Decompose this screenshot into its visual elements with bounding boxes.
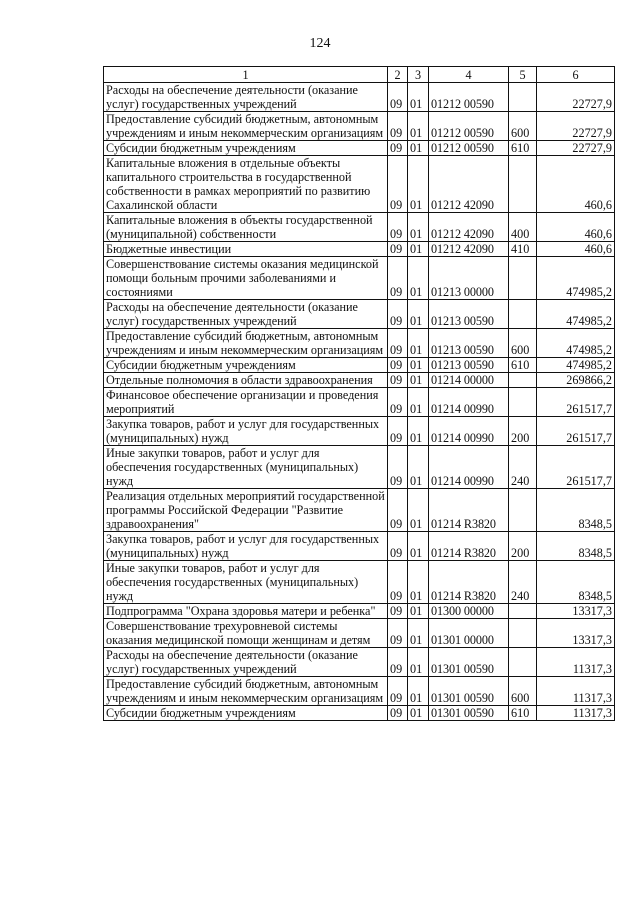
row-name: Капитальные вложения в объекты государственной (муниципальной) собственности bbox=[104, 213, 388, 242]
table-row bbox=[104, 388, 615, 417]
row-target-article: 01214 R3820 bbox=[429, 532, 509, 561]
row-name: Расходы на обеспечение деятельности (оказание услуг) государственных учреждений bbox=[104, 83, 388, 112]
row-expense-type bbox=[509, 373, 537, 388]
row-section: 09 bbox=[388, 604, 408, 619]
table-row bbox=[104, 604, 615, 619]
row-section: 09 bbox=[388, 706, 408, 721]
row-name: Отдельные полномочия в области здравоохранения bbox=[104, 373, 388, 388]
row-subsection: 01 bbox=[408, 83, 429, 112]
row-target-article: 01214 00990 bbox=[429, 446, 509, 489]
row-target-article: 01213 00590 bbox=[429, 329, 509, 358]
row-name: Подпрограмма "Охрана здоровья матери и ребенка" bbox=[104, 604, 388, 619]
row-expense-type bbox=[509, 156, 537, 213]
table-row bbox=[104, 213, 615, 242]
row-amount: 8348,5 bbox=[537, 489, 615, 532]
row-subsection: 01 bbox=[408, 156, 429, 213]
row-subsection: 01 bbox=[408, 532, 429, 561]
header-col-6: 6 bbox=[537, 67, 615, 83]
row-name: Финансовое обеспечение организации и проведения мероприятий bbox=[104, 388, 388, 417]
row-subsection: 01 bbox=[408, 706, 429, 721]
table-row bbox=[104, 489, 615, 532]
row-subsection: 01 bbox=[408, 677, 429, 706]
table-row bbox=[104, 619, 615, 648]
row-expense-type: 240 bbox=[509, 446, 537, 489]
row-subsection: 01 bbox=[408, 619, 429, 648]
table-row bbox=[104, 242, 615, 257]
row-amount: 22727,9 bbox=[537, 112, 615, 141]
header-col-2: 2 bbox=[388, 67, 408, 83]
row-subsection: 01 bbox=[408, 300, 429, 329]
row-section: 09 bbox=[388, 300, 408, 329]
row-amount: 460,6 bbox=[537, 156, 615, 213]
row-amount: 474985,2 bbox=[537, 300, 615, 329]
row-amount: 8348,5 bbox=[537, 532, 615, 561]
row-name: Субсидии бюджетным учреждениям bbox=[104, 358, 388, 373]
row-expense-type: 240 bbox=[509, 561, 537, 604]
row-amount: 22727,9 bbox=[537, 83, 615, 112]
row-subsection: 01 bbox=[408, 446, 429, 489]
header-col-4: 4 bbox=[429, 67, 509, 83]
row-amount: 13317,3 bbox=[537, 619, 615, 648]
table-row bbox=[104, 373, 615, 388]
row-section: 09 bbox=[388, 532, 408, 561]
row-target-article: 01300 00000 bbox=[429, 604, 509, 619]
row-section: 09 bbox=[388, 257, 408, 300]
row-target-article: 01213 00590 bbox=[429, 358, 509, 373]
row-target-article: 01214 R3820 bbox=[429, 489, 509, 532]
row-name: Закупка товаров, работ и услуг для государственных (муниципальных) нужд bbox=[104, 532, 388, 561]
row-subsection: 01 bbox=[408, 604, 429, 619]
row-subsection: 01 bbox=[408, 417, 429, 446]
row-amount: 269866,2 bbox=[537, 373, 615, 388]
row-target-article: 01214 00000 bbox=[429, 373, 509, 388]
table-row bbox=[104, 329, 615, 358]
row-expense-type: 610 bbox=[509, 358, 537, 373]
budget-table bbox=[103, 66, 615, 721]
table-row bbox=[104, 561, 615, 604]
row-section: 09 bbox=[388, 156, 408, 213]
table-row bbox=[104, 446, 615, 489]
row-target-article: 01213 00590 bbox=[429, 300, 509, 329]
table-row bbox=[104, 532, 615, 561]
row-amount: 8348,5 bbox=[537, 561, 615, 604]
row-subsection: 01 bbox=[408, 489, 429, 532]
row-section: 09 bbox=[388, 446, 408, 489]
row-expense-type bbox=[509, 257, 537, 300]
header-col-1: 1 bbox=[104, 67, 388, 83]
row-expense-type bbox=[509, 648, 537, 677]
row-expense-type: 600 bbox=[509, 329, 537, 358]
row-section: 09 bbox=[388, 417, 408, 446]
row-amount: 460,6 bbox=[537, 213, 615, 242]
row-section: 09 bbox=[388, 648, 408, 677]
table-row bbox=[104, 648, 615, 677]
row-subsection: 01 bbox=[408, 242, 429, 257]
row-subsection: 01 bbox=[408, 373, 429, 388]
header-row bbox=[104, 67, 615, 83]
row-target-article: 01212 00590 bbox=[429, 141, 509, 156]
row-target-article: 01214 R3820 bbox=[429, 561, 509, 604]
row-name: Предоставление субсидий бюджетным, автономным учреждениям и иным некоммерческим организациям bbox=[104, 677, 388, 706]
row-name: Предоставление субсидий бюджетным, автономным учреждениям и иным некоммерческим организациям bbox=[104, 329, 388, 358]
row-name: Расходы на обеспечение деятельности (оказание услуг) государственных учреждений bbox=[104, 300, 388, 329]
row-expense-type: 600 bbox=[509, 112, 537, 141]
row-name: Совершенствование системы оказания медицинской помощи больным прочими заболеваниями и состояниями bbox=[104, 257, 388, 300]
table-row bbox=[104, 257, 615, 300]
row-target-article: 01212 42090 bbox=[429, 242, 509, 257]
row-expense-type: 400 bbox=[509, 213, 537, 242]
row-expense-type bbox=[509, 619, 537, 648]
row-name: Субсидии бюджетным учреждениям bbox=[104, 706, 388, 721]
row-name: Реализация отдельных мероприятий государственной программы Российской Федерации "Развитие здравоохранения" bbox=[104, 489, 388, 532]
row-expense-type bbox=[509, 388, 537, 417]
row-name: Расходы на обеспечение деятельности (оказание услуг) государственных учреждений bbox=[104, 648, 388, 677]
row-expense-type: 410 bbox=[509, 242, 537, 257]
row-expense-type bbox=[509, 604, 537, 619]
row-expense-type bbox=[509, 489, 537, 532]
row-amount: 261517,7 bbox=[537, 388, 615, 417]
row-section: 09 bbox=[388, 561, 408, 604]
row-target-article: 01213 00000 bbox=[429, 257, 509, 300]
table-row bbox=[104, 141, 615, 156]
row-amount: 474985,2 bbox=[537, 257, 615, 300]
table-row bbox=[104, 156, 615, 213]
row-subsection: 01 bbox=[408, 112, 429, 141]
table-row bbox=[104, 358, 615, 373]
row-expense-type: 200 bbox=[509, 417, 537, 446]
row-subsection: 01 bbox=[408, 329, 429, 358]
row-subsection: 01 bbox=[408, 561, 429, 604]
row-expense-type: 610 bbox=[509, 141, 537, 156]
row-subsection: 01 bbox=[408, 141, 429, 156]
row-target-article: 01301 00590 bbox=[429, 648, 509, 677]
row-section: 09 bbox=[388, 388, 408, 417]
row-amount: 11317,3 bbox=[537, 677, 615, 706]
row-section: 09 bbox=[388, 213, 408, 242]
row-expense-type bbox=[509, 300, 537, 329]
row-target-article: 01214 00990 bbox=[429, 388, 509, 417]
row-subsection: 01 bbox=[408, 213, 429, 242]
row-target-article: 01212 00590 bbox=[429, 112, 509, 141]
row-expense-type: 600 bbox=[509, 677, 537, 706]
row-name: Бюджетные инвестиции bbox=[104, 242, 388, 257]
row-target-article: 01212 42090 bbox=[429, 156, 509, 213]
row-section: 09 bbox=[388, 329, 408, 358]
row-section: 09 bbox=[388, 83, 408, 112]
row-name: Закупка товаров, работ и услуг для государственных (муниципальных) нужд bbox=[104, 417, 388, 446]
table-row bbox=[104, 112, 615, 141]
header-col-3: 3 bbox=[408, 67, 429, 83]
row-expense-type bbox=[509, 83, 537, 112]
row-subsection: 01 bbox=[408, 388, 429, 417]
row-target-article: 01212 42090 bbox=[429, 213, 509, 242]
row-target-article: 01212 00590 bbox=[429, 83, 509, 112]
row-section: 09 bbox=[388, 373, 408, 388]
row-target-article: 01301 00590 bbox=[429, 706, 509, 721]
row-amount: 474985,2 bbox=[537, 329, 615, 358]
header-col-5: 5 bbox=[509, 67, 537, 83]
row-name: Капитальные вложения в отдельные объекты капитального строительства в государственной собственности в рамках мероприятий по развитию Сахалинской области bbox=[104, 156, 388, 213]
row-subsection: 01 bbox=[408, 648, 429, 677]
table-body bbox=[104, 83, 615, 721]
table-row bbox=[104, 83, 615, 112]
row-section: 09 bbox=[388, 242, 408, 257]
row-subsection: 01 bbox=[408, 358, 429, 373]
table-row bbox=[104, 417, 615, 446]
row-name: Иные закупки товаров, работ и услуг для обеспечения государственных (муниципальных) нужд bbox=[104, 446, 388, 489]
row-section: 09 bbox=[388, 489, 408, 532]
row-name: Иные закупки товаров, работ и услуг для обеспечения государственных (муниципальных) нужд bbox=[104, 561, 388, 604]
row-amount: 13317,3 bbox=[537, 604, 615, 619]
row-amount: 11317,3 bbox=[537, 706, 615, 721]
table-row bbox=[104, 677, 615, 706]
page-number: 124 bbox=[309, 36, 331, 51]
row-amount: 460,6 bbox=[537, 242, 615, 257]
row-target-article: 01214 00990 bbox=[429, 417, 509, 446]
row-amount: 11317,3 bbox=[537, 648, 615, 677]
row-section: 09 bbox=[388, 358, 408, 373]
row-section: 09 bbox=[388, 141, 408, 156]
row-amount: 261517,7 bbox=[537, 417, 615, 446]
row-section: 09 bbox=[388, 677, 408, 706]
row-expense-type: 610 bbox=[509, 706, 537, 721]
row-amount: 22727,9 bbox=[537, 141, 615, 156]
row-target-article: 01301 00000 bbox=[429, 619, 509, 648]
row-amount: 261517,7 bbox=[537, 446, 615, 489]
row-name: Предоставление субсидий бюджетным, автономным учреждениям и иным некоммерческим организациям bbox=[104, 112, 388, 141]
table-row bbox=[104, 706, 615, 721]
row-name: Совершенствование трехуровневой системы оказания медицинской помощи женщинам и детям bbox=[104, 619, 388, 648]
row-name: Субсидии бюджетным учреждениям bbox=[104, 141, 388, 156]
row-target-article: 01301 00590 bbox=[429, 677, 509, 706]
row-section: 09 bbox=[388, 619, 408, 648]
row-subsection: 01 bbox=[408, 257, 429, 300]
table-row bbox=[104, 300, 615, 329]
row-expense-type: 200 bbox=[509, 532, 537, 561]
row-amount: 474985,2 bbox=[537, 358, 615, 373]
row-section: 09 bbox=[388, 112, 408, 141]
